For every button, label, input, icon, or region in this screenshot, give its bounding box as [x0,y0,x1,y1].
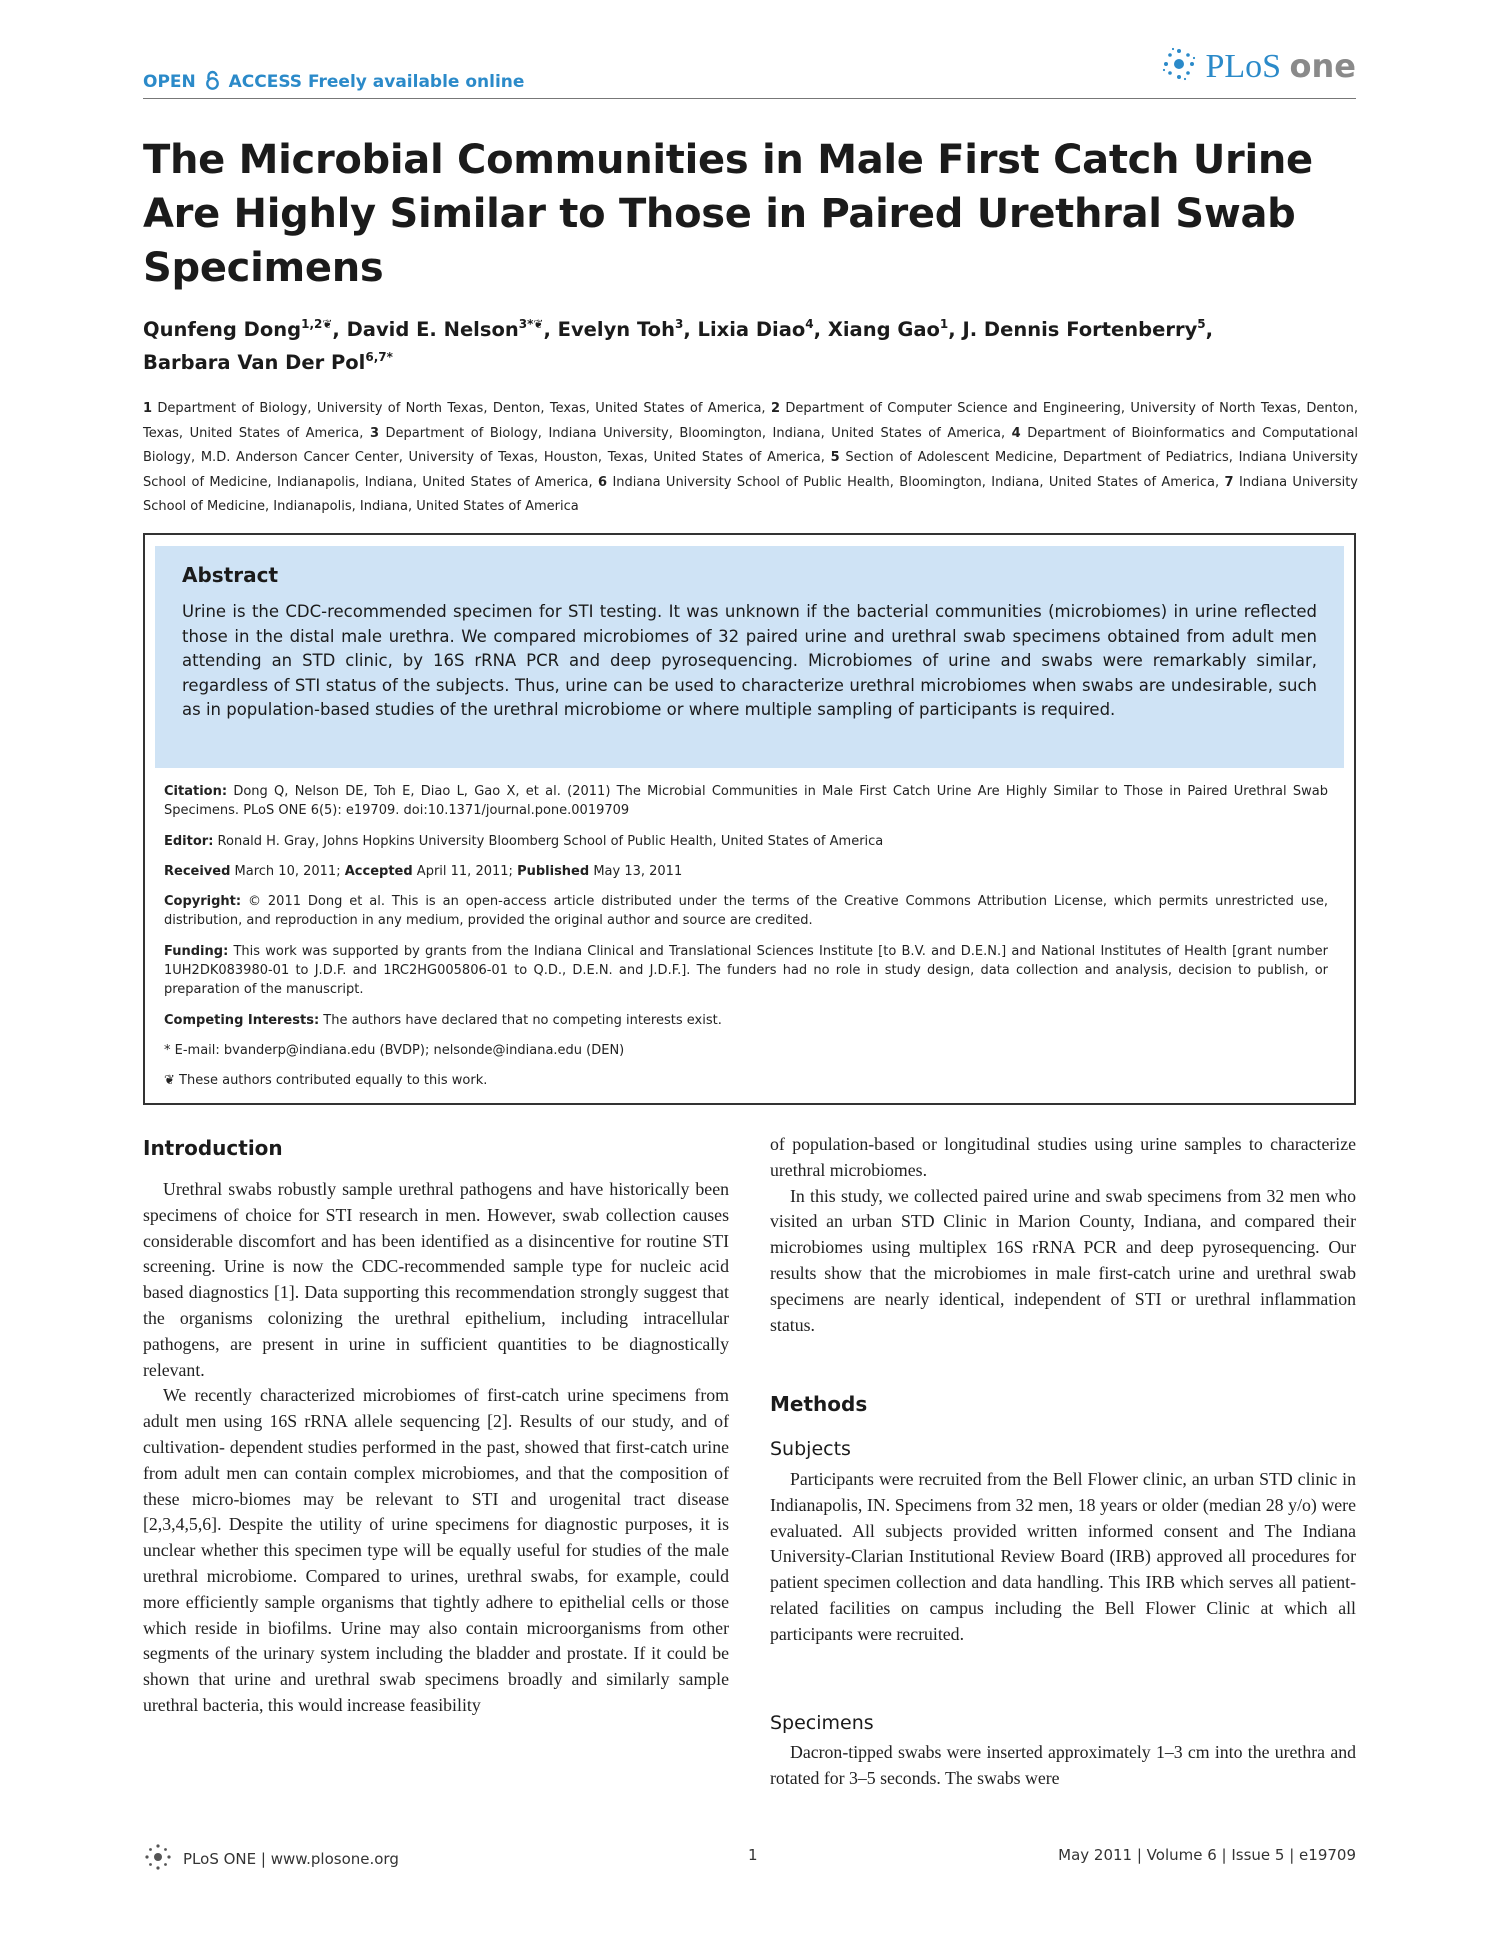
dates: Received March 10, 2011; Accepted April 11, 2011; Published May 13, 2011 [164,864,683,879]
copyright: Copyright: © 2011 Dong et al. This is an open-access article distributed under the terms of the Creative Commons Attribution License, which permits unrestricted use, distribution, and reproduction in any medium, provided the original author and source are credited. [164,894,1328,928]
abstract-text: Urine is the CDC-recommended specimen for STI testing. It was unknown if the bacterial communities (microbiomes) in urine reflected those in the distal male urethra. We compared microbiomes of 32 paired urine and urethral swab specimens obtained from adult men attending an STD clinic, by 16S rRNA PCR and deep pyrosequencing. Microbiomes of urine and swabs were remarkably similar, regardless of STI status of the subjects. Thus, urine can be used to characterize urethral microbiomes when swabs are undesirable, such as in population-based studies of the urethral microbiome or where multiple sampling of participants is required. [182,602,1317,720]
author: David E. Nelson$^{3*❦}$, [346,317,558,341]
author: J. Dennis Fortenberry$^5$, [962,317,1214,341]
specimens-block [770,1740,1356,1792]
email-contact: * E-mail: bvanderp@indiana.edu (BVDP); nelsonde@indiana.edu (DEN) [164,1043,625,1058]
freely-available-label: Freely available online [307,72,525,92]
abstract-heading: Abstract [182,563,279,587]
author: Evelyn Toh$^3$, [557,317,698,341]
affiliations: 1 Department of Biology, University of North Texas, Denton, Texas, United States of America, 2 Department of Computer Science and Engineering, University of North Texas, Denton, Texas, United States of America, 3 Department of Biology, Indiana University, Bloomington, Indiana, United States of America, 4 Department of Bioinformatics and Computational Biology, M.D. Anderson Cancer Center, University of Texas, Houston, Texas, United States of America, 5 Section of Adolescent Medicine, Department of Pediatrics, Indiana University School of Medicine, Indianapolis, Indiana, United States of America, 6 Indiana University School of Public Health, Bloomington, Indiana, United States of America, 7 Indiana University School of Medicine, Indianapolis, Indiana, United States of America [143,401,1359,514]
subjects-block [770,1467,1356,1648]
logo-wordmark [1205,47,1356,86]
open-access-banner [143,70,524,95]
equal-contribution-note: ❦ These authors contributed equally to this work. [164,1073,488,1088]
footer-journal [143,1842,399,1876]
intro-paragraph-continued: of population-based or longitudinal studies using urine samples to characterize urethral microbiomes. [770,1134,1356,1180]
header-rule [143,98,1356,99]
left-column [143,1177,729,1719]
methods-heading: Methods [770,1392,868,1416]
plos-one-logo [1161,46,1356,87]
logo-one: one [1289,47,1356,85]
open-label: OPEN [143,72,196,92]
plos-footer-icon [143,1842,173,1876]
footer-issue: May 2011 | Volume 6 | Issue 5 | e19709 [1058,1846,1356,1864]
subjects-paragraph: Participants were recruited from the Bell Flower clinic, an urban STD clinic in Indianapolis, IN. Specimens from 32 men, 18 years or older (median 28 y/o) were evaluated. All subjects provided written informed consent and The Indiana University-Clarian Institutional Review Board (IRB) approved all procedures for patient specimen collection and data handling. This IRB which serves all patient-related facilities on campus including the Bell Flower Clinic at which all participants were recruited. [770,1469,1356,1644]
intro-paragraph-2: We recently characterized microbiomes of first-catch urine specimens from adult men using 16S rRNA allele sequencing [2]. Results of our study, and of cultivation- dependent studies performed in the past, showed that first-catch urine from adult men can contain complex microbiomes, and that the composition of these micro-biomes may be relevant to STI and urogenital tract disease [2,3,4,5,6]. Despite the utility of urine specimens for diagnostic purposes, it is unclear whether this specimen type will be equally useful for studies of the male urethral microbiome. Compared to urines, urethral swabs, for example, could more efficiently sample organisms that tightly adhere to epithelial cells or those which reside in biofilms. Urine may also contain microorganisms from other segments of the urinary system including the bladder and prostate. If it could be shown that urine and urethral swab specimens broadly and similarly sample urethral bacteria, this would increase feasibility [143,1385,729,1715]
open-lock-icon [205,70,220,95]
page-number: 1 [748,1846,758,1864]
footer-journal-text: PLoS ONE | www.plosone.org [183,1850,399,1868]
logo-plos: PLoS [1205,48,1282,85]
access-label: ACCESS [228,72,303,92]
right-column-top [770,1132,1356,1338]
specimens-paragraph: Dacron-tipped swabs were inserted approximately 1–3 cm into the urethra and rotated for 3–5 seconds. The swabs were [770,1742,1356,1788]
author: Lixia Diao$^4$, [697,317,828,341]
citation: Citation: Dong Q, Nelson DE, Toh E, Diao L, Gao X, et al. (2011) The Microbial Communities in Male First Catch Urine Are Highly Similar to Those in Paired Urethral Swab Specimens. PLoS ONE 6(5): e19709. doi:10.1371/journal.pone.0019709 [164,784,1328,818]
author: Qunfeng Dong$^{1,2❦}$, [143,317,347,341]
specimens-heading: Specimens [770,1712,874,1734]
competing-interests: Competing Interests: The authors have declared that no competing interests exist. [164,1013,722,1028]
author: Barbara Van Der Pol$^{6,7*}$ [143,350,393,374]
intro-paragraph-1: Urethral swabs robustly sample urethral pathogens and have historically been specimens of choice for STI research in men. However, swab collection causes considerable discomfort and has been identified as a disincentive for routine STI screening. Urine is now the CDC-recommended sample type for nucleic acid based diagnostics [1]. Data supporting this recommendation strongly suggest that the organisms colonizing the urethral epithelium, including intracellular pathogens, are present in urine in sufficient quantities to be diagnostically relevant. [143,1179,729,1380]
subjects-heading: Subjects [770,1438,851,1460]
article-title: The Microbial Communities in Male First Catch Urine Are Highly Similar to Those in Paired Urethral Swab Specimens [143,137,1313,291]
plos-burst-icon [1161,46,1197,87]
editor: Editor: Ronald H. Gray, Johns Hopkins University Bloomberg School of Public Health, United States of America [164,834,884,849]
author: Xiang Gao$^1$, [827,317,963,341]
funding: Funding: This work was supported by grants from the Indiana Clinical and Translational Sciences Institute [to B.V. and D.E.N.] and National Institutes of Health [grant number 1UH2DK083980-01 to J.D.F. and 1RC2HG005806-01 to Q.D., D.E.N. and J.D.F.]. The funders had no role in study design, data collection and analysis, decision to publish, or preparation of the manuscript. [164,944,1328,997]
author-list [143,313,1358,379]
intro-paragraph-3: In this study, we collected paired urine and swab specimens from 32 men who visited an urban STD Clinic in Marion County, Indiana, and compared their microbiomes using multiplex 16S rRNA PCR and deep pyrosequencing. Our results show that the microbiomes in male first-catch urine and urethral swab specimens are nearly identical, independent of STI or urethral inflammation status. [770,1185,1356,1335]
introduction-heading: Introduction [143,1136,283,1160]
